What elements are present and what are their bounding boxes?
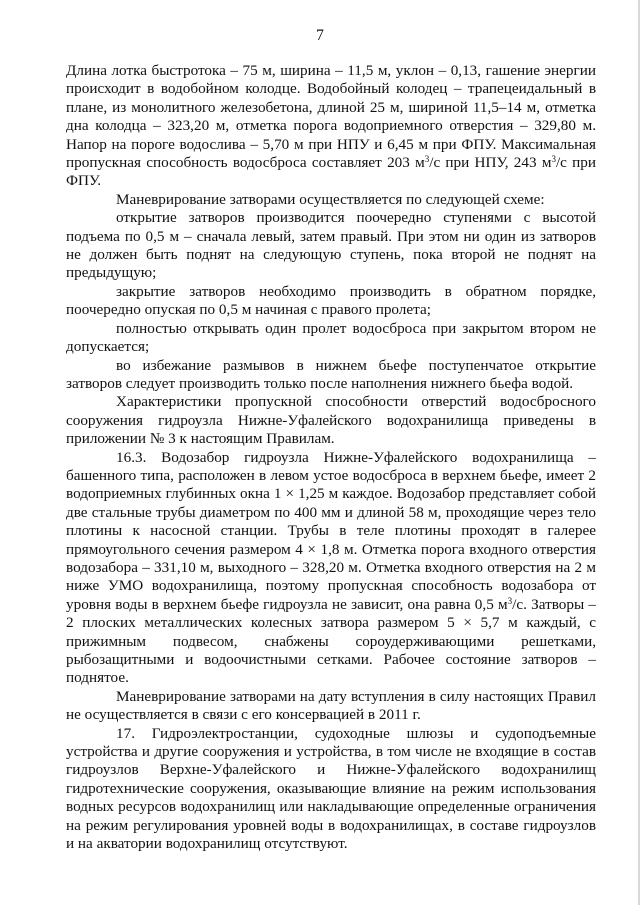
paragraph-section-16-3 xyxy=(66,449,596,688)
text-run: /с при ФПУ. xyxy=(66,154,596,190)
text-run: во избежание размывов в нижнем бьефе поступенчатое открытие затворов следует производить только после наполнения нижнего бьефа водой. xyxy=(66,356,596,392)
text-run: /с при НПУ, 243 м xyxy=(429,154,552,172)
text-run: /с. Затворы – 2 плоских металлических колесных затвора размером 5 × 5,7 м каждый, с прижимным подвесом, снабжены сороудерживающими решетками, рыбозащитными и водоочистными сетками. Рабочее состояние затворов – поднятое. xyxy=(66,595,596,687)
text-run: Маневрирование затворами на дату вступления в силу настоящих Правил не осуществляется в связи с его консервацией в 2011 г. xyxy=(66,687,596,724)
paragraph-gate-erosion xyxy=(66,357,596,394)
text-run: Длина лотка быстротока – 75 м, ширина – 11,5 м, уклон – 0,13, гашение энергии происходит в водобойном колодце. Водобойный колодец – трапецеидальный в плане, из монолитного железобетона, длиной 25 м, шириной 11,5–14 м, отметка дна колодца – 323,20 м, отметка порога водоприемного отверстия – 329,80 м. Напор на пороге водослива – 5,70 м при НПУ и 6,45 м при ФПУ. Максимальная пропускная способность водосброса составляет 203 м xyxy=(66,62,596,172)
paragraph-gate-full-open xyxy=(66,320,596,357)
paragraph-intake-maneuvering xyxy=(66,688,596,725)
paragraph-gate-closing xyxy=(66,283,596,320)
paragraph-flume-description xyxy=(66,62,596,191)
body-text xyxy=(66,62,596,853)
paragraph-capacity-reference xyxy=(66,393,596,448)
page-number: 7 xyxy=(316,27,324,44)
text-run: закрытие затворов необходимо производить в обратном порядке, поочередно опуская по 0,5 м начиная с правого пролета; xyxy=(66,282,596,319)
paragraph-gate-opening xyxy=(66,209,596,283)
text-run: 17. Гидроэлектростанции, судоходные шлюзы и судоподъемные устройства и другие сооружения и устройства, в том числе не входящие в состав гидроузлов Верхне-Уфалейского и Нижне-Уфалейского водохранилищ гидротехнические сооружения, оказывающие влияние на режим использования водных ресурсов водохранилищ или накладывающие определенные ограничения на режим регулирования уровней воды в водохранилищах, в составе гидроузлов и на акватории водохранилищ отсутствуют. xyxy=(66,724,596,853)
paragraph-section-17 xyxy=(66,725,596,854)
superscript: 3 xyxy=(507,595,513,606)
text-run: 16.3. Водозабор гидроузла Нижне-Уфалейского водохранилища – башенного типа, расположен в левом устое водосброса в верхнем бьефе, имеет 2 водоприемных глубинных окна 1 × 1,25 м каждое. Водозабор представляет собой две стальные трубы диаметром по 400 мм и длиной 58 м, проходящие через тело плотины к насосной станции. Трубы в теле плотины проходят в галерее прямоугольного сечения размером 4 × 1,8 м. Отметка порога входного отверстия водозабора – 331,10 м, выходного – 328,20 м. Отметка входного отверстия на 2 м ниже УМО водохранилища, поэтому пропускная способность водозабора от уровня воды в верхнем бьефе гидроузла не зависит, она равна 0,5 м xyxy=(66,448,596,613)
paragraph-gate-scheme-intro xyxy=(66,191,596,209)
superscript: 3 xyxy=(551,154,556,165)
text-run: Характеристики пропускной способности отверстий водосбросного сооружения гидроузла Нижне-Уфалейского водохранилища приведены в приложении № 3 к настоящим Правилам. xyxy=(66,393,596,448)
text-run: открытие затворов производится поочередно ступенями с высотой подъема по 0,5 м – сначала левый, затем правый. При этом ни один из затворов не должен быть поднят на следующую ступень, пока второй не поднят на предыдущую; xyxy=(66,209,596,282)
text-run: полностью открывать один пролет водосброса при закрытом втором не допускается; xyxy=(66,319,596,356)
superscript: 3 xyxy=(424,154,430,165)
text-run: Маневрирование затворами осуществляется по следующей схеме: xyxy=(116,190,545,208)
